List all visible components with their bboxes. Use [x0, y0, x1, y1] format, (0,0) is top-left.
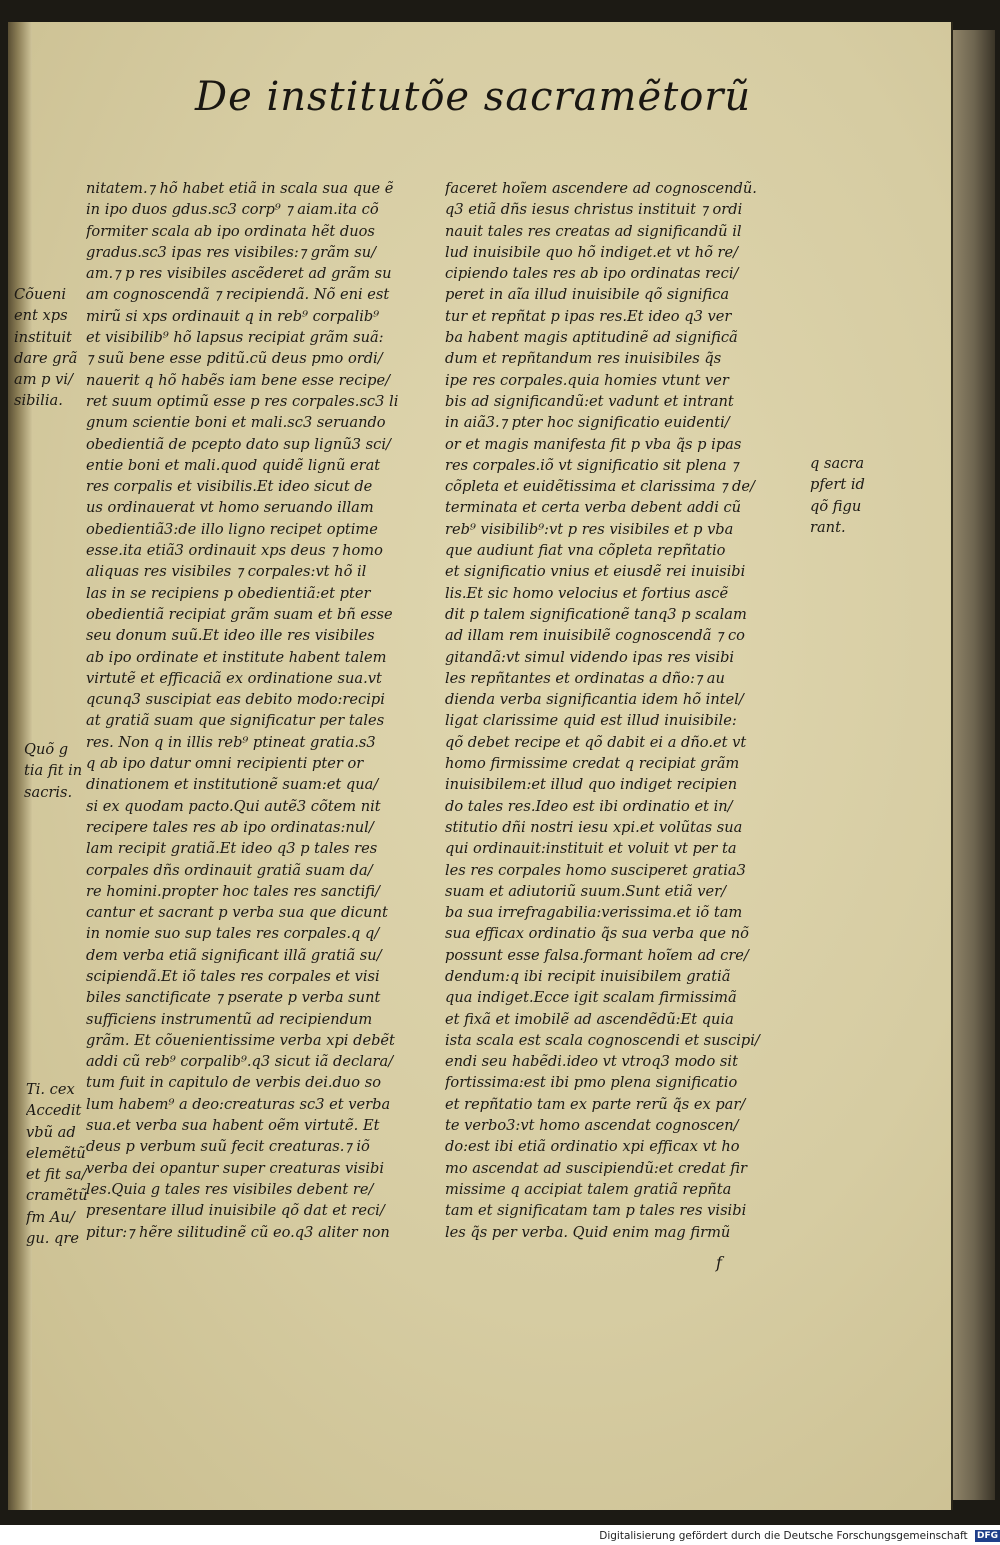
text-line: nauerit q hõ habẽs iam bene esse recipe/	[86, 371, 391, 389]
text-line: dinationem et institutionẽ suam:et qua/	[86, 776, 379, 794]
text-line: sufficiens instrumentũ ad recipiendum	[86, 1010, 373, 1028]
text-line: et repñtatio tam ex parte rerũ q̃s ex par/	[445, 1095, 746, 1113]
text-line: lud inuisibile quo hõ indiget.et vt hõ re/	[445, 243, 739, 261]
margin-note-line: Cõueni	[14, 286, 67, 303]
text-line: biles sanctificate ⁊ pserate p verba sunt	[86, 989, 381, 1007]
margin-note-line: qõ figu	[810, 497, 862, 515]
text-line: lum habem⁹ a deo:creaturas sc3 et verba	[86, 1095, 391, 1113]
text-line: faceret hoĩem ascendere ad cognoscendũ.	[445, 180, 757, 197]
margin-note-line: elemẽtũ	[26, 1144, 86, 1162]
margin-note-line: ent xps	[14, 307, 68, 325]
digitization-footer	[560, 1528, 1000, 1545]
text-line: ipe res corpales.quia homies vtunt ver	[445, 371, 729, 389]
text-line: addi cũ reb⁹ corpalib⁹.q3 sicut iã declara/	[86, 1053, 394, 1071]
text-line: or et magis manifesta fit p vba q̃s p ipas	[445, 435, 742, 453]
text-line: gitandã:vt simul videndo ipas res visibi	[445, 648, 735, 666]
text-line: mo ascendat ad suscipiendũ:et credat fir	[445, 1159, 747, 1177]
text-line: et fixã et imobilẽ ad ascendẽdũ:Et quia	[445, 1010, 734, 1028]
text-line: in nomie suo sup tales res corpales.q q/	[86, 925, 380, 943]
margin-note-line: vbũ ad	[26, 1123, 76, 1141]
text-line: possunt esse falsa.formant hoĩem ad cre/	[445, 946, 749, 964]
text-line: lam recipit gratiã.Et ideo q3 p tales res	[86, 840, 378, 858]
text-line: les q̃s per verba. Quid enim mag firmũ	[445, 1223, 731, 1241]
text-line: cantur et sacrant p verba sua que dicunt	[86, 904, 388, 922]
margin-note-line: Accedit	[26, 1102, 82, 1120]
margin-note-sacra	[810, 453, 865, 538]
text-line: scipiendã.Et iõ tales res corpales et visi	[86, 967, 380, 985]
text-line: ⁊ suũ bene esse pditũ.cũ deus pmo ordi/	[86, 350, 383, 368]
text-line: dum et repñtandum res inuisibiles q̃s	[445, 350, 722, 368]
text-line: ad illam rem inuisibilẽ cognoscendã ⁊ co	[445, 627, 745, 645]
text-line: qua indiget.Ecce igit scalam firmissimã	[445, 989, 737, 1007]
text-line: ligat clarissime quid est illud inuisibile:	[445, 712, 737, 730]
text-line: res. Non q in illis reb⁹ ptineat gratia.s3	[86, 733, 376, 751]
text-line: grãm. Et cõuenientissime verba xpi debẽt	[86, 1031, 395, 1049]
page-edge-strip	[953, 30, 995, 1500]
margin-note-line: fm Au/	[26, 1208, 75, 1226]
text-line: formiter scala ab ipo ordinata hẽt duos	[86, 222, 375, 240]
text-line: do tales res.Ideo est ibi ordinatio et in/	[445, 797, 733, 815]
text-line: ista scala est scala cognoscendi et suscipi/	[445, 1031, 760, 1049]
text-line: et significatio vnius et eiusdẽ rei inuisibi	[445, 563, 746, 581]
text-line: homo firmissime credat q recipiat grãm	[445, 755, 740, 773]
text-line: tur et repñtat p ipas res.Et ideo q3 ver	[445, 307, 732, 325]
text-line: ab ipo ordinate et institute habent talem	[86, 648, 387, 666]
text-line: entie boni et mali.quod quidẽ lignũ erat	[86, 456, 381, 474]
margin-note-line: rant.	[810, 518, 846, 536]
text-line: qcunq3 suscipiat eas debito modo:recipi	[86, 691, 385, 709]
margin-note-line: q sacra	[810, 455, 865, 472]
text-line: dit p talem significationẽ tanq3 p scalam	[445, 605, 747, 623]
text-line: ba sua irrefragabilia:verissima.et iõ tam	[445, 904, 743, 922]
margin-note-line: dare grã	[14, 349, 78, 367]
text-line: corpales dñs ordinauit gratiã suam da/	[86, 861, 373, 879]
text-line: ret suum optimũ esse p res corpales.sc3 li	[86, 392, 399, 410]
text-line: nitatem.⁊ hõ habet etiã in scala sua que ẽ	[86, 180, 394, 197]
text-line: gradus.sc3 ipas res visibiles:⁊ grãm su/	[86, 243, 377, 261]
margin-note-line: Ti. cex	[26, 1081, 75, 1098]
text-line: peret in aĩa illud inuisibile qõ significa	[445, 286, 730, 304]
margin-note-line: et fit sa/	[26, 1166, 87, 1184]
text-line: endi seu habẽdi.ideo vt vtroq3 modo sit	[445, 1053, 738, 1071]
text-line: mirũ si xps ordinauit q in reb⁹ corpalib⁹	[86, 307, 380, 325]
text-line: terminata et certa verba debent addi cũ	[445, 499, 742, 517]
text-line: seu donum suũ.Et ideo ille res visibiles	[86, 627, 375, 645]
text-line: les res corpales homo susciperet gratia3	[445, 861, 746, 879]
margin-note-accedit	[26, 1079, 88, 1249]
text-line: recipere tales res ab ipo ordinatas:nul/	[86, 818, 374, 836]
dfg-logo: DFG	[976, 1531, 998, 1541]
text-line: suam et adiutoriũ suum.Sunt etiã ver/	[445, 882, 726, 900]
text-line: us ordinauerat vt homo seruando illam	[86, 499, 374, 517]
text-line: am cognoscendã ⁊ recipiendã. Nõ eni est	[86, 286, 390, 304]
text-line: gnum scientie boni et mali.sc3 seruando	[86, 414, 386, 432]
text-line: virtutẽ et efficaciã ex ordinatione sua.vt	[86, 669, 382, 687]
text-line: lis.Et sic homo velocius et fortius ascẽ	[445, 584, 729, 602]
margin-note-line: tia fit in	[24, 762, 83, 780]
margin-note-line: instituit	[14, 328, 72, 346]
margin-note-line: pfert id	[810, 476, 865, 494]
text-line: obedientiã de pcepto dato sup lignũ3 sci/	[86, 435, 391, 453]
text-line: dem verba etiã significant illã gratiã su/	[86, 946, 382, 964]
running-head: De institutõe sacramẽtorũ	[195, 74, 752, 120]
text-line: obedientiã3:de illo ligno recipet optime	[86, 520, 378, 538]
text-line: res corpalis et visibilis.Et ideo sicut de	[86, 478, 373, 496]
text-line: do:est ibi etiã ordinatio xpi efficax vt ho	[445, 1138, 740, 1156]
margin-note-line: cramẽtũ	[26, 1187, 88, 1205]
text-line: aliquas res visibiles ⁊ corpales:vt hõ il	[86, 563, 367, 581]
text-line: q ab ipo datur omni recipienti pter or	[86, 755, 364, 773]
text-line: si ex quodam pacto.Qui autẽ3 cõtem nit	[86, 797, 381, 815]
text-line: pitur:⁊ hẽre silitudinẽ cũ eo.q3 aliter non	[86, 1223, 390, 1241]
text-line: missime q accipiat talem gratiã repñta	[445, 1180, 732, 1198]
text-line: que audiunt fiat vna cõpleta repñtatio	[445, 542, 726, 560]
text-line: tum fuit in capitulo de verbis dei.duo so	[86, 1074, 381, 1092]
text-line: les.Quia g tales res visibiles debent re/	[86, 1180, 374, 1198]
text-line: cõpleta et euidẽtissima et clarissima ⁊ de/	[445, 478, 755, 496]
text-line: te verbo3:vt homo ascendat cognoscen/	[445, 1117, 739, 1135]
text-line: deus p verbum suũ fecit creaturas.⁊ iõ	[86, 1138, 370, 1156]
text-line: at gratiã suam que significatur per tales	[86, 712, 385, 730]
margin-note-line: am p vi/	[14, 371, 73, 389]
text-line: stitutio dñi nostri iesu xpi.et volũtas sua	[445, 818, 743, 836]
text-line: tam et significatam tam p tales res visibi	[445, 1202, 747, 1220]
margin-note-gratia	[24, 739, 82, 803]
text-line: qõ debet recipe et qõ dabit ei a dño.et vt	[445, 733, 747, 751]
margin-note-line: sacris.	[24, 783, 73, 801]
margin-note-line: sibilia.	[14, 392, 63, 410]
text-line: q3 etiã dñs iesus christus instituit ⁊ ordi	[445, 201, 743, 219]
text-line: in aiã3.⁊ pter hoc significatio euidenti/	[445, 414, 730, 432]
text-line: sua efficax ordinatio q̃s sua verba que nõ	[445, 925, 749, 943]
text-line: presentare illud inuisibile qõ dat et reci/	[86, 1202, 385, 1220]
text-line: verba dei opantur super creaturas visibi	[86, 1159, 385, 1177]
text-line: las in se recipiens p obedientiã:et pter	[86, 584, 371, 602]
right-text-column	[445, 178, 790, 1243]
text-line: sua.et verba sua habent oẽm virtutẽ. Et	[86, 1117, 380, 1135]
text-line: dendum:q ibi recipit inuisibilem gratiã	[445, 967, 731, 985]
footer-text: Digitalisierung gefördert durch die Deutsche Forschungsgemeinschaft	[599, 1530, 968, 1542]
left-text-column	[86, 178, 431, 1243]
margin-note-conuenient	[14, 284, 77, 412]
text-line: bis ad significandũ:et vadunt et intrant	[445, 392, 734, 410]
text-line: fortissima:est ibi pmo plena significatio	[445, 1074, 738, 1092]
text-line: obedientiã recipiat grãm suam et bñ esse	[86, 605, 393, 623]
text-line: am.⁊ p res visibiles ascẽderet ad grãm su	[86, 265, 392, 283]
text-line: ba habent magis aptitudinẽ ad significã	[445, 329, 738, 347]
text-line: reb⁹ visibilib⁹:vt p res visibiles et p vba	[445, 520, 734, 538]
text-line: et visibilib⁹ hõ lapsus recipiat grãm suã:	[86, 329, 384, 347]
margin-note-line: gu. qre	[26, 1230, 79, 1248]
signature-mark: f	[716, 1253, 722, 1272]
text-line: in ipo duos gdus.sc3 corp⁹ ⁊ aiam.ita cõ	[86, 201, 379, 219]
text-line: les repñtantes et ordinatas a dño:⁊ au	[445, 669, 725, 687]
text-line: res corpales.iõ vt significatio sit plena ⁊	[445, 456, 739, 474]
text-line: qui ordinauit:instituit et voluit vt per ta	[445, 840, 737, 858]
text-line: cipiendo tales res ab ipo ordinatas reci/	[445, 265, 739, 283]
margin-note-line: Quõ g	[24, 741, 69, 758]
text-line: inuisibilem:et illud quo indiget recipien	[445, 776, 738, 794]
text-line: re homini.propter hoc tales res sanctifi/	[86, 882, 380, 900]
text-line: dienda verba significantia idem hõ intel/	[445, 691, 744, 709]
text-line: esse.ita etiã3 ordinauit xps deus ⁊ homo	[86, 542, 383, 560]
text-line: nauit tales res creatas ad significandũ il	[445, 222, 742, 240]
